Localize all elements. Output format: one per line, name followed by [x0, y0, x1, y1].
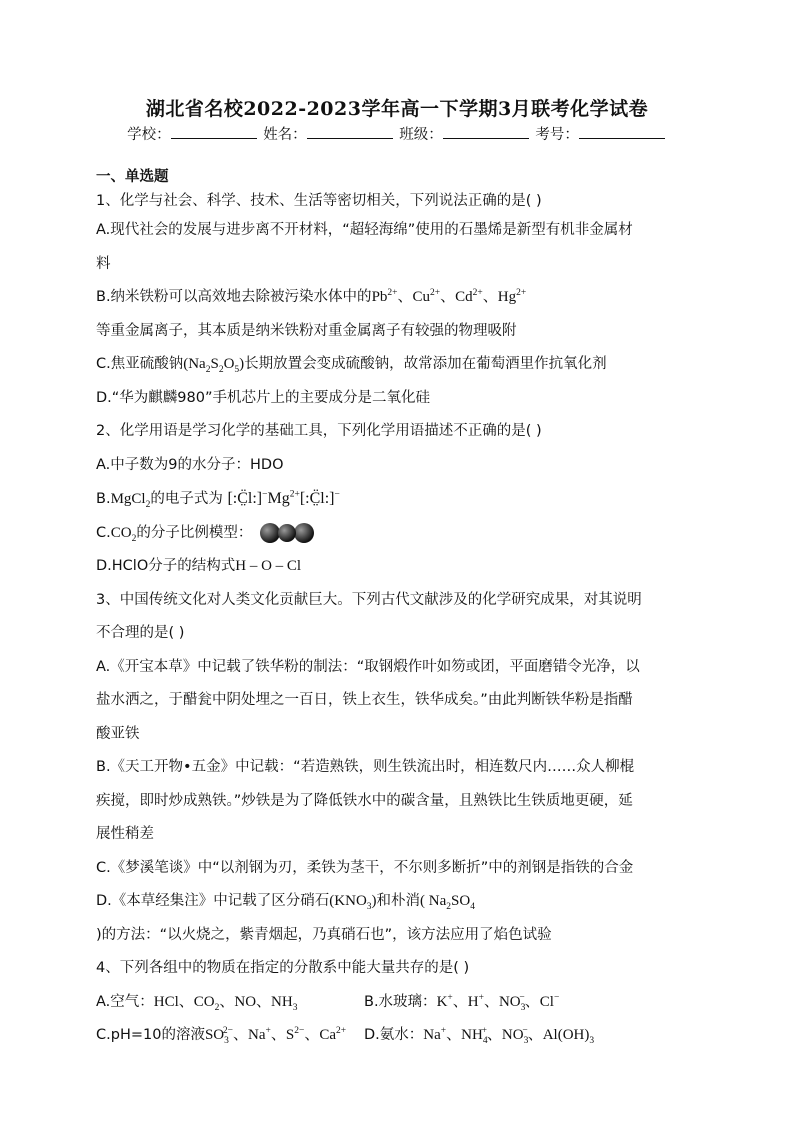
question-1-option-a: A.现代社会的发展与进步离不开材料，“超轻海绵”使用的石墨烯是新型有机非金属材 [96, 222, 633, 238]
question-3-option-b-cont: 疾搅，即时炒成熟铁。”炒铁是为了降低铁水中的碳含量，且熟铁比生铁质地更硬，延 [96, 792, 633, 809]
question-2-option-a: A.中子数为9的水分子：HDO [96, 456, 284, 473]
formula-mgcl2: MgCl$_2$ [110, 491, 151, 510]
student-info-row [96, 124, 698, 146]
class-blank[interactable] [443, 124, 529, 139]
question-1-option-c [96, 348, 698, 382]
structure-formula-hclo: H – O – Cl [235, 558, 302, 574]
ion-list: $Pb^{2+}$、$Cu^{2+}$、$Cd^{2+}$、$Hg^{2+}$ [371, 288, 527, 305]
school-label: 学校： [127, 127, 171, 143]
question-2-option-c: $C.CO_2$的分子比例模型： [96, 517, 698, 551]
question-1-option-d: D.“华为麒麟980”手机芯片上的主要成分是二氧化硅 [96, 389, 430, 406]
question-1-option-b-cont: 等重金属离子，其本质是纳米铁粉对重金属离子有较强的物理吸附 [96, 322, 517, 339]
question-3-option-b: B.《天工开物•五金》中记载：“若造熟铁，则生铁流出时，相连数尺内……众人柳棍 [96, 759, 635, 775]
question-3-stem: 3、中国传统文化对人类文化贡献巨大。下列古代文献涉及的化学研究成果，对其说明 [96, 591, 642, 608]
question-1-stem: 1、化学与社会、科学、技术、生活等密切相关，下列说法正确的是( ) [96, 193, 542, 209]
question-4-option-d: D.氨水：Na+、$NH_4^+$、$NO_3^-$、$Al(OH)_3$ [364, 1026, 595, 1046]
question-3-option-b-end: 展性稍差 [96, 826, 154, 842]
class-label: 班级： [399, 127, 443, 143]
formula-kno3: $(KNO_3)$ [329, 893, 377, 912]
section-heading: 一、单选题 [96, 169, 169, 185]
exam-page [96, 92, 698, 1053]
question-4-stem: 4、下列各组中的物质在指定的分散系中能大量共存的是( ) [96, 960, 470, 976]
question-1-option-b [96, 281, 698, 315]
name-label: 姓名： [263, 127, 307, 143]
question-3-option-a-cont: 盐水洒之，于醋瓮中阴处埋之一百日，铁上衣生，铁华成矣。”由此判断铁华粉是指醋 [96, 692, 633, 708]
question-2 [96, 415, 698, 584]
question-3-option-a-end: 酸亚铁 [96, 725, 140, 742]
question-3-option-d-cont: )的方法：“以火烧之，紫青烟起，乃真硝石也”，该方法应用了焰色试验 [96, 926, 552, 943]
question-4-options-cd [96, 1019, 698, 1053]
question-4-option-a: A.空气：HCl、$CO_2$、NO、$NH_3$ [96, 993, 298, 1013]
option-c-text-end: 长期放置会变成硫酸钠，故常添加在葡萄酒里作抗氧化剂 [244, 356, 607, 372]
formula-na2s2o5: $(Na_2S_2O_5)$ [183, 356, 245, 375]
question-3-option-c: C.《梦溪笔谈》中“以剂钢为刃，柔铁为茎干，不尔则多断折”中的剂钢是指铁的合金 [96, 859, 634, 876]
question-4-option-c: C.pH=10的溶液$SO_3^{2-}$、Na+、$S^{2-}$、$Ca^{2+}$ [96, 1026, 347, 1046]
question-2-option-d: D.HClO分子的结构式H – O – Cl [96, 558, 302, 574]
question-3-stem-cont: 不合理的是( ) [96, 625, 185, 641]
question-4-options-ab [96, 986, 698, 1020]
co2-space-filling-model-icon [257, 520, 317, 546]
option-b-text: B.纳米铁粉可以高效地去除被污染水体中的 [96, 289, 372, 305]
question-2-stem: 2、化学用语是学习化学的基础工具，下列化学用语描述不正确的是( ) [96, 423, 542, 439]
question-1-option-a-cont: 料 [96, 255, 111, 272]
question-4 [96, 952, 698, 1053]
school-blank[interactable] [171, 124, 257, 139]
formula-co2: $CO_2$ [110, 524, 137, 544]
question-3-option-a: A.《开宝本草》中记载了铁华粉的制法：“取钢煅作叶如笏或团，平面磨错令光净，以 [96, 658, 640, 675]
question-3-option-d: D.《本草经集注》中记载了区分硝石$(KNO_3)$和朴消( $Na_2SO_4$ [96, 893, 475, 912]
formula-na2so4: ( $Na_2SO_4$ [420, 893, 475, 912]
name-blank[interactable] [307, 124, 393, 139]
option-c-text: C.焦亚硫酸钠 [96, 356, 184, 372]
question-1 [96, 188, 698, 415]
electron-formula: $[:C̤̈l:]^-Mg^{2+}[:C̤̈l:]^-$ [227, 489, 340, 507]
question-2-option-b: B.MgCl$_2$的电子式为 $[:C̤̈l:]^-Mg^{2+}[:C̤̈l:]^-$ [96, 489, 340, 510]
question-4-option-b: B.水玻璃：K+、H+、$NO_3^-$、Cl− [364, 992, 560, 1013]
question-3 [96, 584, 698, 953]
exam-number-blank[interactable] [579, 124, 665, 139]
exam-number-label: 考号： [535, 127, 579, 143]
page-title: 湖北省名校2022-2023学年高一下学期3月联考化学试卷 [145, 98, 649, 120]
